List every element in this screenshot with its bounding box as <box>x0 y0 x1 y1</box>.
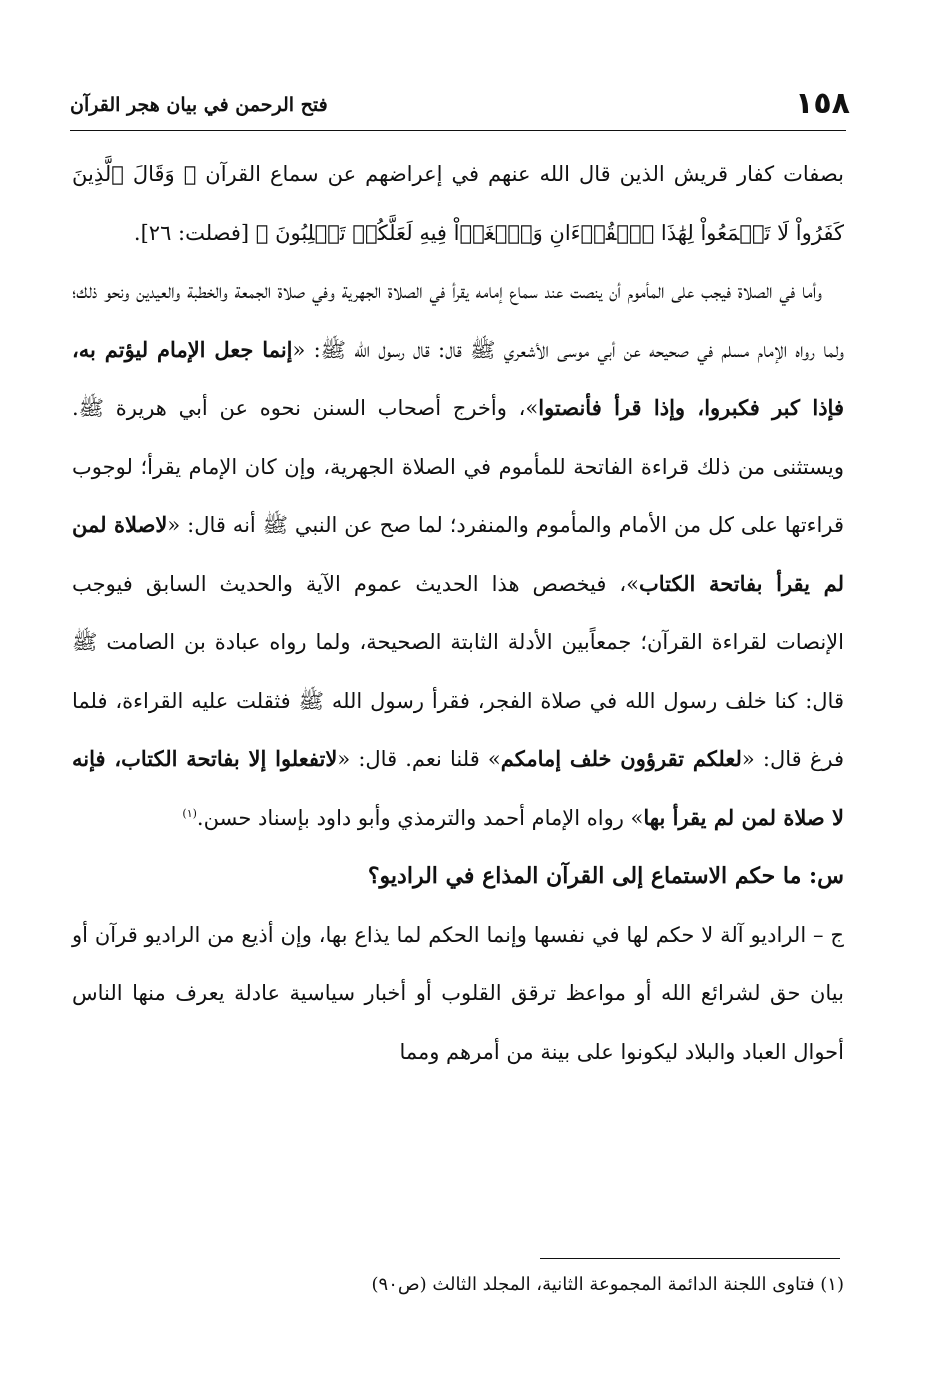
hadith-quote: لعلكم تقرؤون خلف إمامكم <box>500 746 742 771</box>
text-segment: » رواه الإمام أحمد والترمذي وأبو داود بإسناد حسن. <box>196 805 644 830</box>
paragraph-answer: ج – الراديو آلة لا حكم لها في نفسها وإنما الحكم لما يذاع بها، وإن أذيع من الراديو قرآن أو بيان حق لشرائع الله أو مواعظ ترقق القلوب أو أخبار سياسية عادلة يعرف منها الناس أحوال العباد والبلاد ليكونوا على بينة من أمرهم ومما <box>72 922 844 1064</box>
text-segment: »، فيخصص هذا الحديث عموم الآية والحديث السابق فيوجب الإنصات لقراءة القرآن؛ جمعاًبين الأدلة الثابتة الصحيحة، ولما رواه عبادة بن الصامت ﷺ قال: كنا خلف رسول الله في صلاة الفجر، فقرأ رسول الله ﷺ فثقلت عليه القراءة، فلما فرغ قال: « <box>72 571 844 771</box>
hadith-quote: إنما جعل الإمام ليؤتم به، فإذا كبر فكبروا، وإذا قرأ فأنصتوا <box>72 336 844 420</box>
paragraph-intro <box>72 145 844 262</box>
page-number: ١٥٨ <box>795 86 850 121</box>
header-divider <box>70 130 846 131</box>
page-header <box>70 84 850 128</box>
text-segment: »، وأخرج أصحاب السنن نحوه عن أبي هريرة ﷺ. ويستثنى من ذلك قراءة الفاتحة للمأموم في الصلاة الجهرية، وإن كان الإمام يقرأ؛ لوجوب قراءتها على كل من الأمام والمأموم والمنفرد؛ لما صح عن النبي ﷺ أنه قال: « <box>72 396 844 537</box>
quran-verse-passage: بصفات كفار قريش الذين قال الله عنهم في إعراضهم عن سماع القرآن ﴿ وَقَالَ ٱلَّذِينَ كَفَرُواْ لَا تَسۡمَعُواْ لِهَٰذَا ٱلۡقُرۡءَانِ وَٱلۡغَوۡاْ فِيهِ لَعَلَّكُمۡ تَغۡلِبُونَ ﴾ [فصلت: ٢٦]. <box>72 162 844 245</box>
text-segment: » قلنا نعم. قال: « <box>337 747 501 771</box>
question-heading: س: ما حكم الاستماع إلى القرآن المذاع في الراديو؟ <box>367 863 844 889</box>
main-text <box>72 145 844 1081</box>
hadith-quote: لاصلاة لمن لم يقرأ بفاتحة الكتاب <box>72 512 844 596</box>
hadith-quote: لاتفعلوا إلا بفاتحة الكتاب، فإنه لا صلاة لمن لم يقرأ بها <box>72 746 844 830</box>
running-title: فتح الرحمن في بيان هجر القرآن <box>70 94 328 116</box>
text-segment: وأما في الصلاة فيجب على المأموم أن ينصت عند سماع إمامه يقرأ في الصلاة الجهرية وفي صلاة الجمعة والخطبة والعيدين ونحو ذلك؛ ولما رواه الإمام مسلم في صحيحه عن أبي موسى الأشعري ﷺ قال: قال رسول الله ﷺ: « <box>72 279 844 362</box>
footnote: (١) فتاوى اللجنة الدائمة المجموعة الثانية، المجلد الثالث (ص٩٠) <box>371 1274 844 1295</box>
paragraph-prayer-ruling <box>72 262 844 847</box>
footnote-reference: (١) <box>182 806 197 820</box>
footnote-divider <box>540 1258 840 1259</box>
